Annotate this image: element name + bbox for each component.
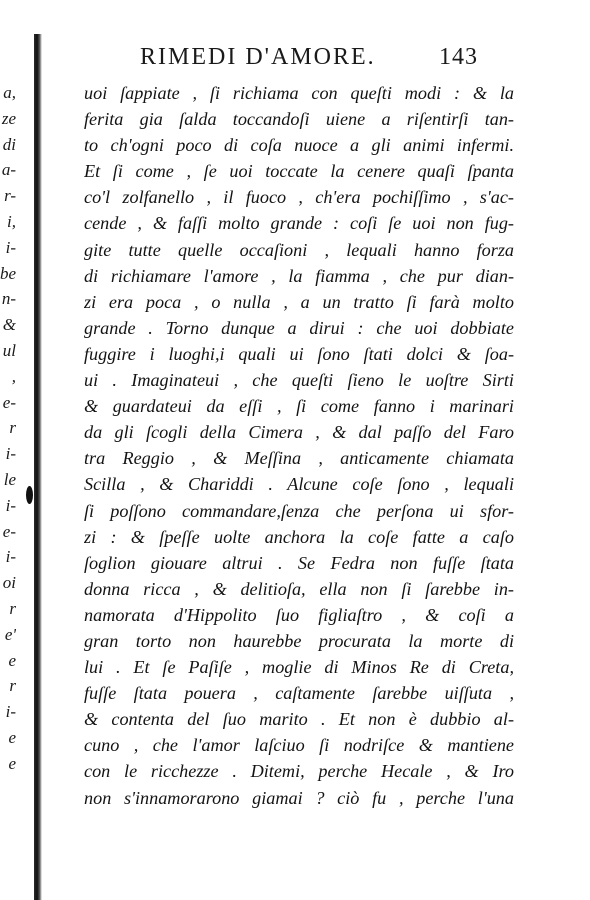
- fragment-line: &: [2, 315, 16, 335]
- fragment-line: oi: [2, 573, 16, 593]
- fragment-line: e: [8, 727, 16, 747]
- fragment-line: e: [8, 753, 16, 773]
- text-line: & guardateui da eſſi , ſi come fanno i marinari: [84, 396, 514, 417]
- text-line: gite tutte quelle occaſioni , lequali hanno forza: [84, 239, 514, 260]
- fragment-line: r: [9, 676, 16, 696]
- fragment-line: n-: [1, 289, 16, 309]
- text-line: namorata d'Hippolito ſuo figliaſtro , & coſi a: [84, 604, 514, 625]
- fragment-line: be: [0, 263, 16, 283]
- fragment-line: a-: [1, 160, 16, 180]
- text-line: ſoglion giouare altrui . Se Fedra non fuſſe ſtata: [84, 552, 514, 573]
- text-line: fuggire i luoghi,i quali ui ſono ſtati dolci & ſoa-: [84, 343, 514, 364]
- fragment-line: r: [9, 418, 16, 438]
- text-line: Scilla , & Chariddi . Alcune coſe ſono , lequali: [84, 474, 514, 495]
- text-line: con le ricchezze . Ditemi, perche Hecale , & Iro: [84, 761, 514, 782]
- text-line: non s'innamorarono giamai ? ciò fu , perche l'una: [84, 787, 514, 808]
- body-text: [84, 80, 514, 811]
- text-line: tra Reggio , & Meſſina , anticamente chiamata: [84, 448, 514, 469]
- text-line: di richiamare l'amore , la fiamma , che pur dian-: [84, 265, 514, 286]
- text-line: cende , & faſſi molto grande : coſi ſe uoi non fug-: [84, 213, 514, 234]
- book-gutter-shadow: [34, 34, 42, 900]
- text-line: fuſſe ſtata pouera , caſtamente ſarebbe uiſſuta ,: [84, 683, 514, 704]
- fragment-line: i,: [7, 211, 16, 231]
- text-line: da gli ſcogli della Cimera , & dal paſſo del Faro: [84, 422, 514, 443]
- text-line: to ch'ogni poco di coſa nuoce a gli animi infermi.: [84, 135, 514, 156]
- text-line: gran torto non haurebbe procurata la morte di: [84, 630, 514, 651]
- running-head: [140, 44, 490, 80]
- page-number: 143: [439, 44, 478, 70]
- text-line: ſi poſſono commandare,ſenza che perſona ui sfor-: [84, 500, 514, 521]
- fragment-line: e: [8, 650, 16, 670]
- fragment-line: e-: [2, 521, 16, 541]
- fragment-line: i-: [5, 495, 16, 515]
- text-line: donna ricca , & delitioſa, ella non ſi ſarebbe in-: [84, 578, 514, 599]
- fragment-line: i-: [5, 444, 16, 464]
- fragment-line: le: [3, 469, 16, 489]
- binding-mark: [26, 486, 33, 504]
- fragment-line: i-: [5, 237, 16, 257]
- fragment-line: i-: [5, 547, 16, 567]
- text-line: grande . Torno dunque a dirui : che uoi dobbiate: [84, 317, 514, 338]
- text-line: cuno , che l'amor laſciuo ſi nodriſce & mantiene: [84, 735, 514, 756]
- fragment-line: a,: [3, 83, 16, 102]
- text-line: & contenta del ſuo marito . Et non è dubbio al-: [84, 709, 514, 730]
- text-line: Et ſi come , ſe uoi toccate la cenere quaſi ſpanta: [84, 161, 514, 182]
- previous-page-fragment: [0, 80, 16, 777]
- text-line: zi era poca , o nulla , a un tratto ſi farà molto: [84, 291, 514, 312]
- fragment-line: ,: [11, 366, 16, 386]
- text-line: uoi ſappiate , ſi richiama con queſti modi : & la: [84, 83, 514, 103]
- fragment-line: r: [9, 598, 16, 618]
- text-line: lui . Et ſe Paſiſe , moglie di Minos Re di Creta,: [84, 657, 514, 678]
- fragment-line: ul: [2, 340, 16, 360]
- fragment-line: di: [2, 134, 16, 154]
- text-line: ferita gia ſalda toccandoſi uiene a riſentirſi tan-: [84, 109, 514, 130]
- text-line: ui . Imaginateui , che queſti ſieno le uoſtre Sirti: [84, 370, 514, 391]
- running-head-title: RIMEDI D'AMORE.: [140, 44, 376, 70]
- fragment-line: e-: [2, 392, 16, 412]
- text-line: zi : & ſpeſſe uolte anchora la coſe fatte a caſo: [84, 526, 514, 547]
- text-line: co'l zolfanello , il fuoco , ch'era pochiſſimo , s'ac-: [84, 187, 514, 208]
- fragment-line: ze: [1, 108, 16, 128]
- fragment-line: e': [4, 624, 16, 644]
- fragment-line: r-: [4, 186, 16, 206]
- fragment-line: i-: [5, 702, 16, 722]
